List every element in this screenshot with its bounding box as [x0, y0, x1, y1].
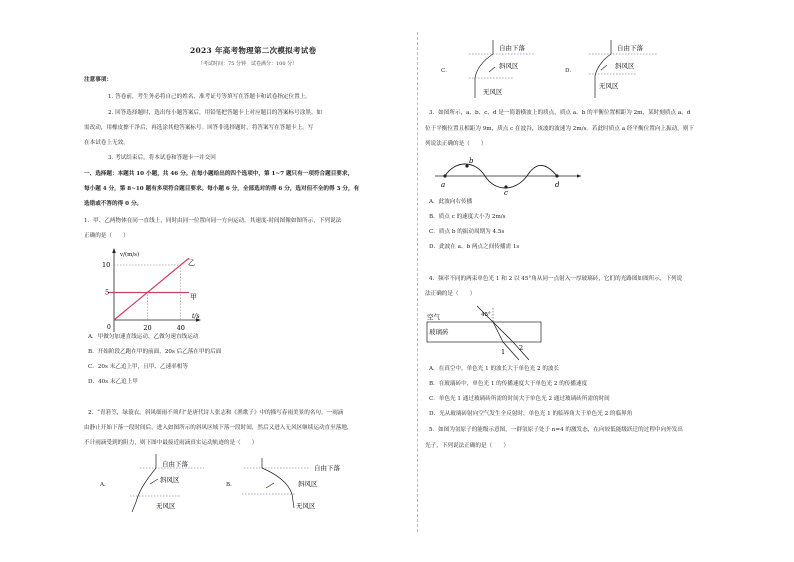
air-label: 空气: [427, 313, 440, 321]
zone-calm-label: 无风区: [483, 88, 503, 96]
zone-wind-label: 斜风区: [615, 62, 635, 70]
column-divider: [417, 32, 418, 532]
notice-item: 2. 回答选择题时，选出每小题答案后，用铅笔把答题卡上对应题目的答案标号涂黑。如: [108, 110, 323, 116]
q2-stem: 不计雨滴受到的阻力，则下图中最接近雨滴真实运动轨迹的是（ ）: [84, 440, 258, 446]
q1-option-b: B．开始阶段乙跑在甲的前面，20s 后乙落在甲的后面: [88, 349, 222, 355]
zone-free-label: 自由下落: [162, 460, 188, 468]
section-instructions: 选错或不答的得 0 分。: [84, 201, 143, 207]
q4-option-d: D．光从玻璃砖射向空气发生全反射时，单色光 1 的临界角大于单色光 2 的临界角: [429, 411, 633, 417]
q2-option-b-label: B．: [226, 482, 236, 488]
notice-item: 3. 考试结束后，将本试卷和答题卡一并交回: [108, 155, 216, 161]
q2-option-c-diagram: [449, 38, 554, 100]
q2-option-d-label: D．: [565, 68, 576, 74]
tick-label-40: 40: [176, 324, 185, 332]
q3-option-b: B．质点 c 的速度大小为 2m/s: [429, 214, 506, 220]
q3-option-d: D．此波在 a、b 两点之间传播需 1s: [429, 244, 520, 250]
notice-item: 需改动，用橡皮擦干净后，再选涂其他答案标号。回答非选择题时，将答案写在答题卡上。写: [84, 125, 314, 131]
zone-calm-label: 无风区: [599, 82, 619, 90]
q3-stem: 位于平衡位置且相距为 9m，质点 c 在波谷，该波的波速为 2m/s。若此时质点 a 经平衡位置向上振动，则下: [425, 126, 694, 132]
angle-label: 45°: [481, 312, 491, 318]
q1-vt-graph: [94, 246, 214, 336]
q2-option-a-diagram: [120, 450, 220, 512]
q1-stem: 正确的是（ ）: [84, 233, 129, 239]
point-d-label: d: [555, 181, 560, 189]
zone-calm-label: 无风区: [156, 502, 176, 510]
q3-stem: 列说法正确的是（ ）: [425, 141, 487, 147]
q2-stem: 2．“青箬笠，绿蓑衣，斜风细雨不须归”是唐代诗人张志和《渔歌子》中的描写春雨美景的名句。一雨滴: [88, 410, 344, 416]
q4-refraction-diagram: [425, 302, 555, 364]
q2-option-b-diagram: [234, 450, 344, 512]
section-instructions: 每小题 4 分，第 8~10 题有多项符合题目要求。每小题 6 分，全部选对的得 6 分，选对但不全的得 3 分，有: [84, 186, 360, 192]
q3-wave-diagram: [431, 154, 581, 196]
q3-option-a: A．此波向右传播: [429, 199, 473, 205]
zone-wind-label: 斜风区: [160, 476, 180, 484]
section-instructions: 一、选择题：本题共 10 小题，共 46 分。在每小题给出的四个选项中，第 1~7 题只有一项符合题目要求，: [84, 171, 354, 177]
series-yi-label: 乙: [188, 259, 195, 267]
v-axis-label: v/(m/s): [120, 252, 140, 258]
q1-option-d: D．40s 末乙追上甲: [88, 379, 138, 385]
t-axis-label: t/s: [192, 313, 200, 320]
q4-stem: 4．频率不同的两束单色光 1 和 2 以 45°角从同一点射入一厚玻璃砖，它们的光路图如图所示，下列说: [429, 276, 683, 282]
point-c-label: c: [504, 189, 508, 196]
ray-1-label: 1: [501, 348, 506, 356]
tick-label-5: 5: [105, 288, 110, 297]
q2-option-a-label: A．: [100, 482, 110, 488]
zone-wind-label: 斜风区: [298, 480, 318, 488]
zone-free-label: 自由下落: [499, 44, 525, 52]
notice-item: 1. 答卷前，考生务必将自己的姓名、准考证号等填写在答题卡和试卷指定位置上。: [108, 94, 311, 100]
q4-stem: 法正确的是（ ）: [425, 291, 476, 297]
zone-free-label: 自由下落: [617, 44, 643, 52]
series-jia-label: 甲: [190, 293, 197, 301]
series-yi-line: [114, 258, 189, 320]
q3-stem: 3．如图所示，a、b、c、d 是一简谐横波上的质点，质点 a、b 的平衡位置相距为 2m，某时刻质点 a、d: [429, 110, 691, 116]
notice-heading: 注意事项：: [84, 77, 112, 83]
zone-calm-label: 无风区: [296, 502, 316, 510]
tick-label-20: 20: [143, 324, 152, 332]
q5-stem: 5．如图为氢原子的能级示意图，一群氢原子处于 n=4 的激发态，在向较低能级跃迁的过程中向外发出: [429, 427, 683, 433]
q2-stem: 由静止开始下落一段时间后，进入如图所示的斜风区域下落一段时间，然后又进入无风区继续运动直至落地，: [84, 425, 353, 431]
notice-item: 在本试卷上无效。: [84, 140, 129, 146]
tick-label-10: 10: [102, 261, 111, 269]
exam-subtitle: （考试时间：75 分钟 试卷满分：100 分）: [198, 61, 298, 67]
v-axis-arrow: [112, 248, 116, 253]
glass-label: 玻璃砖: [429, 328, 449, 336]
q3-option-c: C．质点 b 的振动周期为 4.5s: [429, 229, 505, 235]
q1-stem: 1．甲、乙两物体在同一直线上，同时由同一位置向同一方向运动，其速度-时间图像如图所示，下列说法: [84, 218, 342, 224]
q4-option-a: A．在真空中，单色光 1 的波长大于单色光 2 的波长: [429, 366, 560, 372]
point-b-label: b: [469, 157, 474, 165]
origin-label: 0: [107, 324, 111, 331]
q1-option-c: C．20s 末乙追上甲，且甲、乙速率相等: [88, 364, 188, 370]
q5-stem: 光子，下列说法正确的是（ ）: [425, 443, 509, 449]
q2-option-d-diagram: [577, 38, 682, 100]
point-a-label: a: [441, 181, 446, 189]
q2-option-c-label: C．: [441, 68, 451, 74]
zone-free-label: 自由下落: [314, 464, 340, 472]
q4-option-c: C．单色光 1 通过玻璃砖所需的时间大于单色光 2 通过玻璃砖所需的时间: [429, 396, 610, 402]
q1-option-a: A．甲做匀加速直线运动，乙做匀速直线运动: [88, 334, 199, 340]
ray-2-label: 2: [519, 344, 524, 352]
zone-wind-label: 斜风区: [499, 62, 519, 70]
q4-option-b: B．在玻璃砖中，单色光 1 的传播速度大于单色光 2 的传播速度: [429, 381, 588, 387]
exam-title: 2023 年高考物理第二次模拟考试卷: [190, 46, 317, 55]
